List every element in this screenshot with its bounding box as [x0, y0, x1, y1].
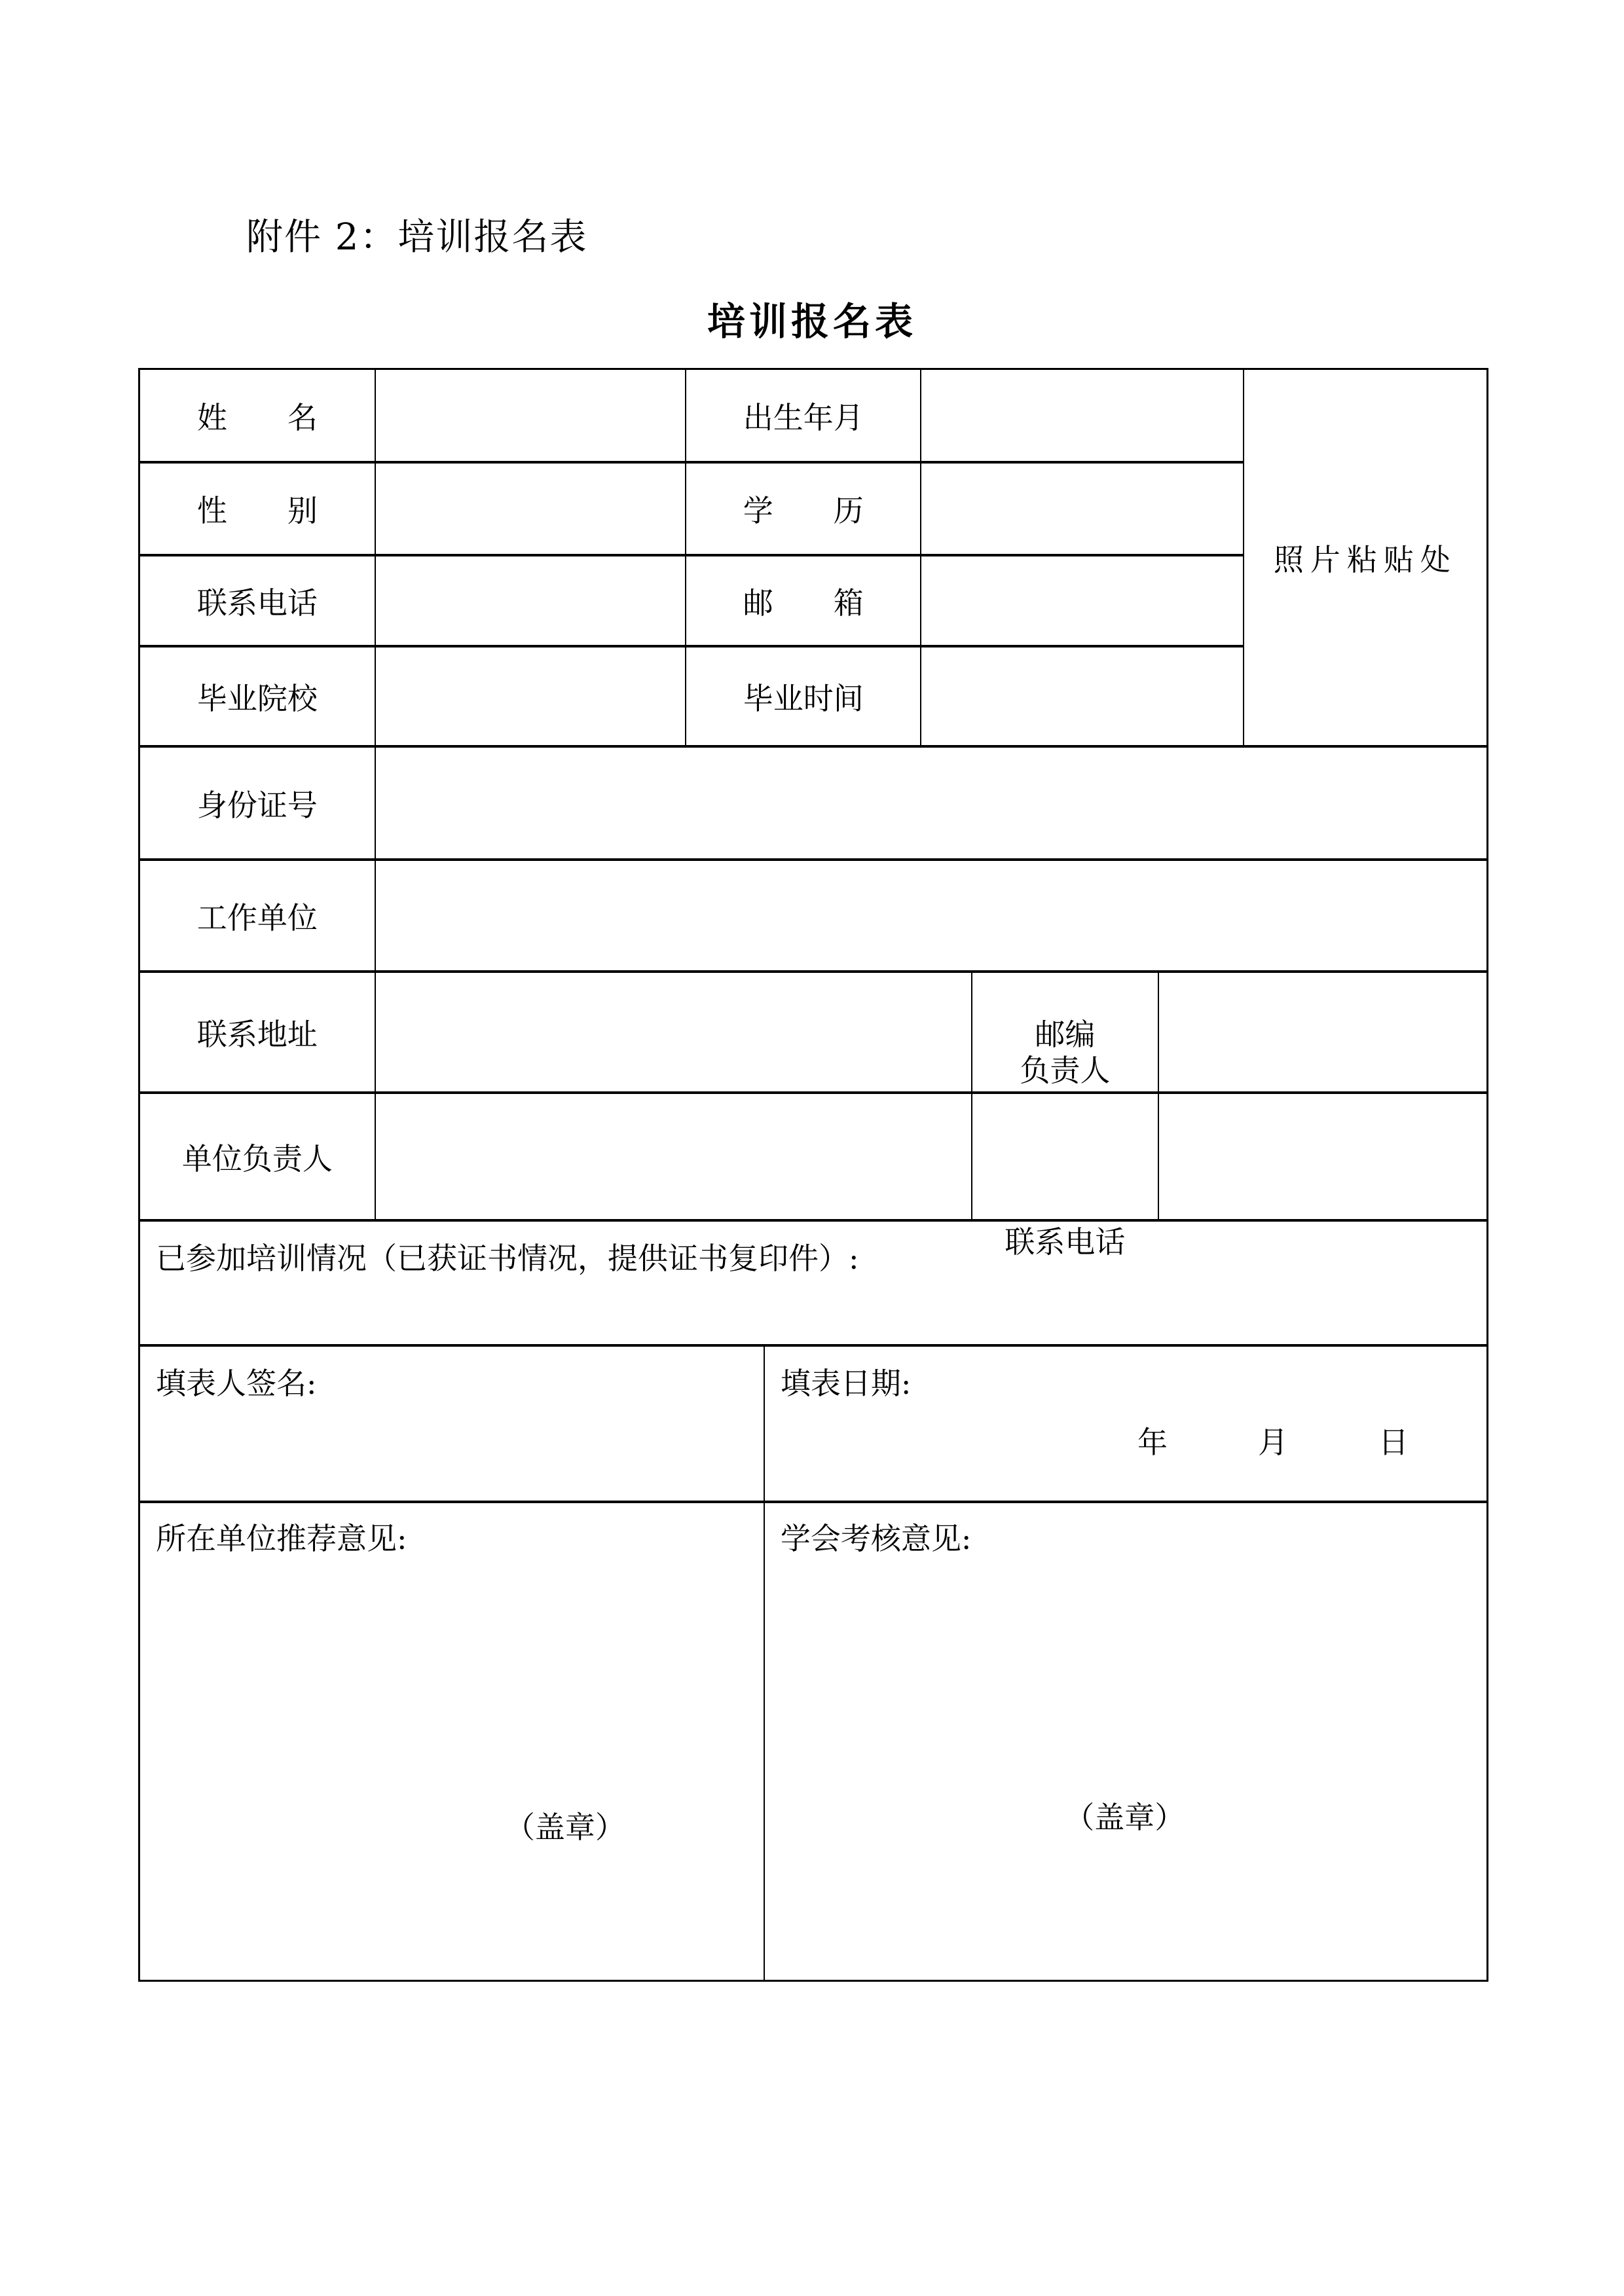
row-phone-email: [140, 554, 1243, 645]
row-employer: [140, 858, 1486, 970]
society-seal-placeholder: （盖章）: [1064, 1800, 1185, 1836]
education-label-cell: [685, 464, 920, 554]
society-opinion-label: 学会考核意见:: [780, 1521, 972, 1556]
unit-manager-label: 单位负责人: [181, 1140, 333, 1176]
unit-seal-placeholder: （盖章）: [504, 1809, 625, 1845]
employer-label: 工作单位: [196, 900, 318, 936]
gender-label-cell: [140, 464, 375, 554]
school-label: 毕业院校: [196, 680, 318, 716]
row-id-number: [140, 745, 1486, 858]
row-address-postcode: [140, 970, 1486, 1091]
training-history-label: 已参加培训情况（已获证书情况，提供证书复印件）:: [156, 1241, 859, 1276]
employer-label-cell: [140, 861, 375, 970]
email-label: 邮 箱: [743, 585, 864, 621]
postcode-value-cell[interactable]: [1158, 973, 1486, 1091]
personal-info-rows: [140, 370, 1243, 745]
email-value-cell[interactable]: [920, 556, 1243, 645]
row-name-birth: [140, 370, 1243, 461]
birth-value-cell[interactable]: [920, 370, 1243, 461]
manager-phone-value-cell[interactable]: [1158, 1094, 1486, 1219]
name-value-cell[interactable]: [375, 370, 686, 461]
address-label: 联系地址: [196, 1016, 318, 1052]
employer-value-cell[interactable]: [375, 861, 1486, 970]
id-number-label: 身份证号: [196, 787, 318, 823]
birth-label-cell: [685, 370, 920, 461]
row-training-history: [140, 1219, 1486, 1344]
name-label-cell: [140, 370, 375, 461]
signature-cell[interactable]: [140, 1347, 764, 1501]
birth-label: 出生年月: [743, 399, 864, 435]
photo-paste-area[interactable]: [1243, 370, 1486, 745]
unit-manager-label-cell: [140, 1094, 375, 1219]
training-history-cell[interactable]: [140, 1222, 1486, 1344]
school-value-cell[interactable]: [375, 647, 686, 745]
gradtime-label-cell: [685, 647, 920, 745]
form-title: 培训报名表: [707, 299, 917, 344]
registration-table: [138, 368, 1488, 1982]
phone-label-cell: [140, 556, 375, 645]
fill-date-label: 填表日期:: [780, 1366, 912, 1401]
unit-opinion-label: 所在单位推荐意见:: [156, 1521, 407, 1556]
personal-info-band: [140, 370, 1486, 745]
id-number-value-cell[interactable]: [375, 748, 1486, 858]
postcode-label: 邮编: [1035, 1016, 1096, 1052]
unit-manager-value-cell[interactable]: [375, 1094, 971, 1219]
gender-value-cell[interactable]: [375, 464, 686, 554]
row-gender-education: [140, 461, 1243, 554]
manager-phone-label-cell: [971, 1052, 1158, 1260]
manager-phone-label-line1: 负责人: [1020, 1052, 1111, 1088]
name-label: 姓 名: [196, 399, 318, 435]
gradtime-label: 毕业时间: [743, 680, 864, 716]
row-school-gradtime: [140, 645, 1243, 745]
signature-label: 填表人签名:: [156, 1366, 317, 1401]
phone-value-cell[interactable]: [375, 556, 686, 645]
gender-label: 性 别: [196, 493, 318, 528]
education-value-cell[interactable]: [920, 464, 1243, 554]
phone-label: 联系电话: [196, 585, 318, 621]
school-label-cell: [140, 647, 375, 745]
row-signature-date: [140, 1344, 1486, 1501]
id-number-label-cell: [140, 748, 375, 858]
row-opinions: [140, 1501, 1486, 1980]
email-label-cell: [685, 556, 920, 645]
date-ymd-line: 年 月 日: [1137, 1425, 1409, 1460]
society-opinion-cell[interactable]: [764, 1503, 1486, 1980]
education-label: 学 历: [743, 493, 864, 528]
unit-opinion-cell[interactable]: [140, 1503, 764, 1980]
manager-phone-label-line2: 联系电话: [1005, 1224, 1126, 1260]
address-label-cell: [140, 973, 375, 1091]
attachment-title: 附件 2：培训报名表: [246, 216, 588, 259]
fill-date-cell[interactable]: [764, 1347, 1486, 1501]
address-value-cell[interactable]: [375, 973, 971, 1091]
gradtime-value-cell[interactable]: [920, 647, 1243, 745]
photo-paste-label: 照片粘贴处: [1273, 541, 1457, 577]
